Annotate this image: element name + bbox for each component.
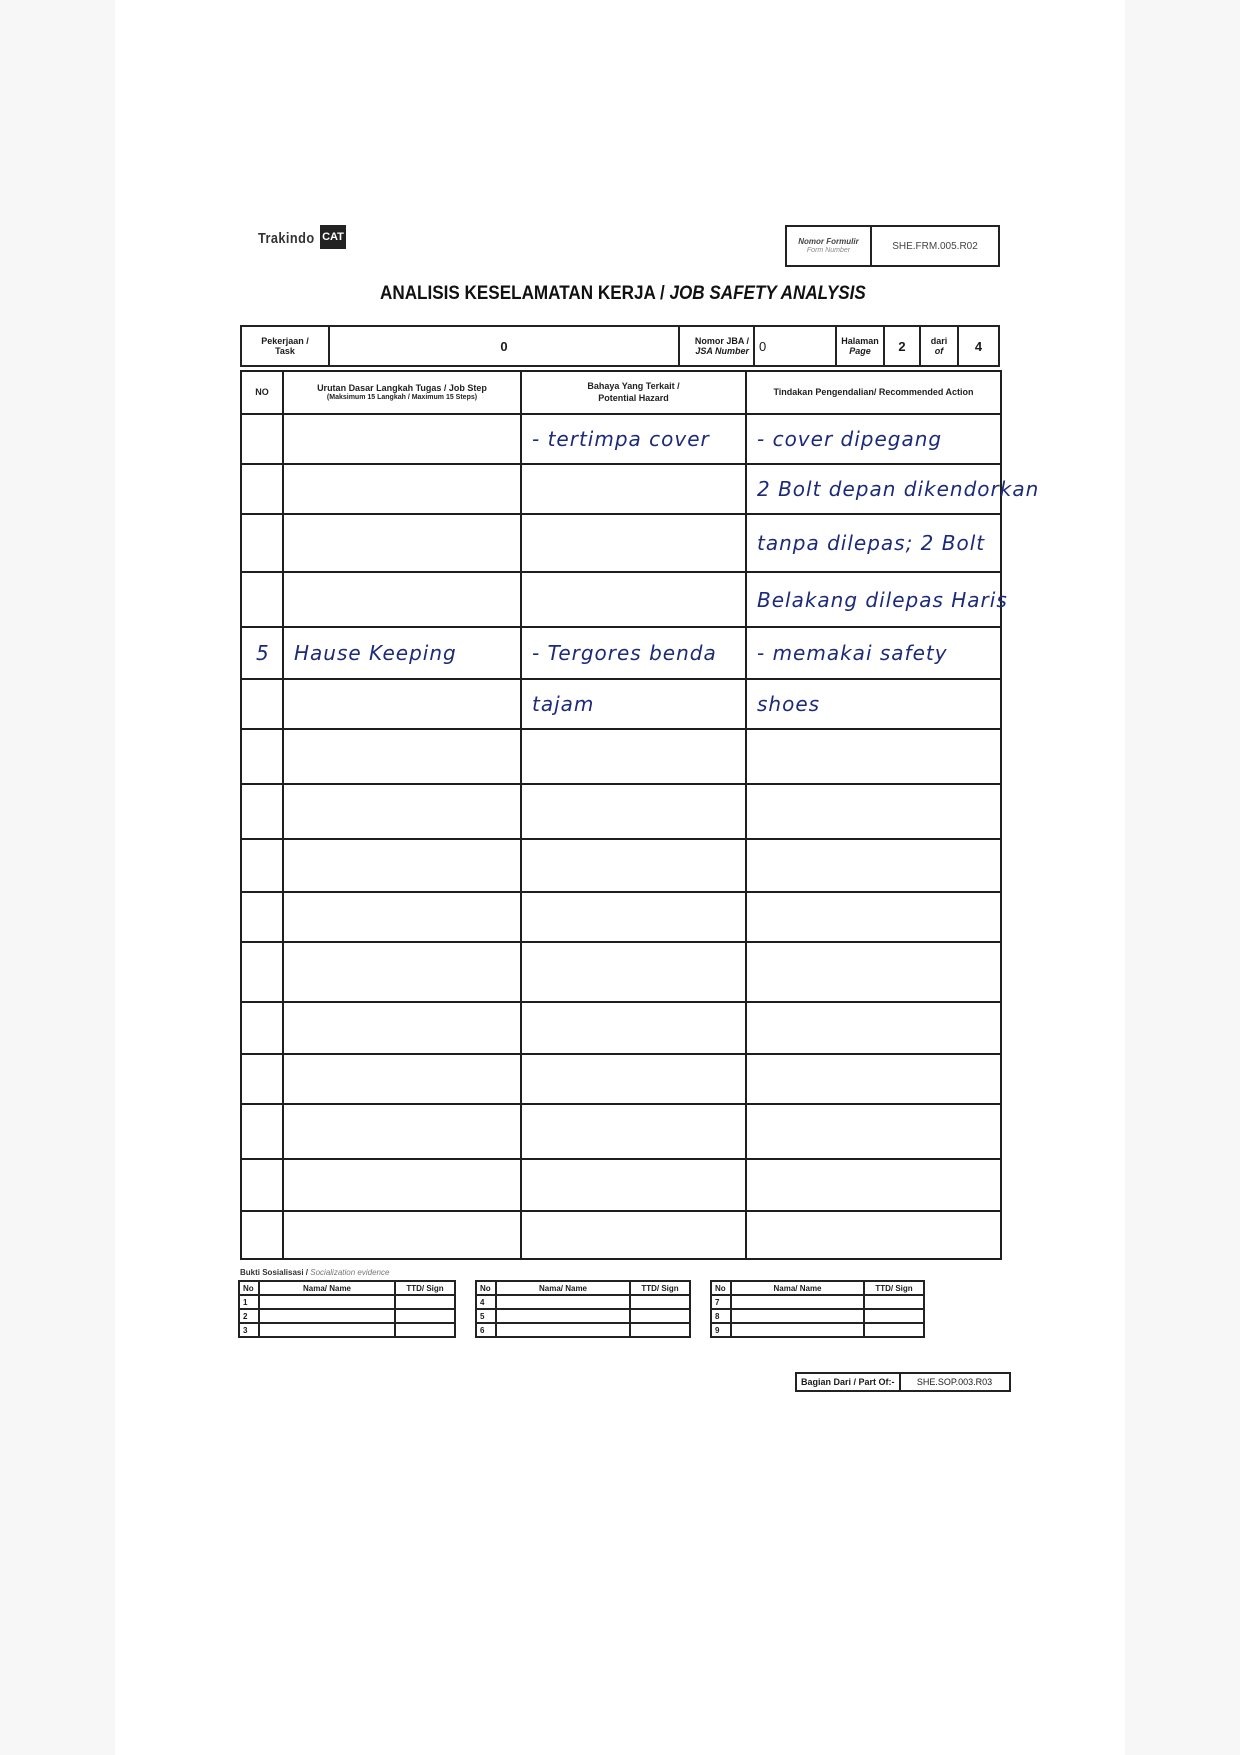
action-cell[interactable]: [746, 1159, 1001, 1211]
hazard-cell[interactable]: [521, 464, 746, 514]
handwritten-text: [522, 477, 532, 501]
name-field[interactable]: [496, 1323, 630, 1337]
step-number-cell[interactable]: [241, 679, 283, 729]
handwritten-text: 5: [256, 641, 270, 665]
part-of-value: SHE.SOP.003.R03: [916, 1377, 993, 1387]
handwritten-text: [522, 588, 532, 612]
handwritten-text: [747, 1067, 757, 1091]
handwritten-text: - Tergores benda: [532, 641, 717, 665]
handwritten-text: [284, 745, 294, 769]
table-header-row: [241, 371, 1001, 414]
name-field[interactable]: [731, 1295, 864, 1309]
part-of-box: [795, 1372, 1011, 1392]
signature-row: 7: [711, 1295, 924, 1309]
action-cell[interactable]: [746, 1002, 1001, 1054]
hazard-cell[interactable]: [521, 627, 746, 679]
table-row: [241, 627, 1001, 679]
action-cell[interactable]: [746, 1104, 1001, 1159]
step-number-cell[interactable]: [241, 514, 283, 572]
job-step-cell[interactable]: [283, 1054, 521, 1104]
col-header-hazard: [521, 371, 746, 414]
handwritten-text: [747, 905, 757, 929]
handwritten-text: [242, 800, 256, 824]
page-title: [380, 283, 866, 305]
hazard-cell[interactable]: [521, 784, 746, 839]
task-value[interactable]: 0: [330, 327, 680, 365]
job-step-cell[interactable]: [283, 942, 521, 1002]
handwritten-text: [522, 745, 532, 769]
signature-row: 2: [239, 1309, 455, 1323]
page-label-id: Halaman: [841, 335, 879, 346]
handwritten-text: [284, 477, 294, 501]
handwritten-text: [242, 692, 256, 716]
handwritten-text: 2 Bolt depan dikendorkan: [757, 477, 1040, 501]
sign-col-sign: TTD/ Sign: [395, 1281, 455, 1295]
name-field[interactable]: [731, 1323, 864, 1337]
step-number-cell[interactable]: [241, 892, 283, 942]
hazard-cell[interactable]: [521, 892, 746, 942]
sign-field[interactable]: [395, 1323, 455, 1337]
of-value[interactable]: 4: [974, 338, 983, 354]
table-row: [241, 1002, 1001, 1054]
handwritten-text: - tertimpa cover: [532, 427, 710, 451]
action-cell[interactable]: [746, 942, 1001, 1002]
handwritten-text: [284, 1067, 294, 1091]
handwritten-text: - cover dipegang: [757, 427, 943, 451]
step-number-cell[interactable]: [241, 1054, 283, 1104]
job-step-subtitle: (Maksimum 15 Langkah / Maximum 15 Steps): [326, 393, 478, 401]
handwritten-text: [522, 854, 532, 878]
sign-field[interactable]: [630, 1323, 690, 1337]
action-cell[interactable]: [746, 729, 1001, 784]
evidence-label-en: Socialization evidence: [310, 1268, 390, 1277]
handwritten-text: tajam: [532, 692, 595, 716]
step-number-cell[interactable]: [241, 729, 283, 784]
action-cell[interactable]: [746, 1211, 1001, 1259]
step-number-cell[interactable]: [241, 1002, 283, 1054]
handwritten-text: [284, 1223, 294, 1247]
signature-table-3: [710, 1280, 925, 1338]
sign-col-sign: TTD/ Sign: [864, 1281, 924, 1295]
job-step-cell[interactable]: [283, 414, 521, 464]
col-header-no: NO: [241, 371, 283, 414]
form-number-value: SHE.FRM.005.R02: [892, 240, 978, 252]
table-row: [241, 414, 1001, 464]
action-cell[interactable]: [746, 892, 1001, 942]
sign-col-no: No: [476, 1281, 496, 1295]
sign-field[interactable]: [630, 1309, 690, 1323]
sign-col-name: Nama/ Name: [496, 1281, 630, 1295]
handwritten-text: [284, 905, 294, 929]
table-row: [241, 572, 1001, 627]
handwritten-text: [522, 800, 532, 824]
table-row: [241, 514, 1001, 572]
handwritten-text: [242, 745, 256, 769]
handwritten-text: [522, 1067, 532, 1091]
handwritten-text: [284, 427, 294, 451]
of-label-id: dari: [930, 335, 948, 346]
table-row: [241, 679, 1001, 729]
handwritten-text: [747, 1223, 757, 1247]
title-indonesian: ANALISIS KESELAMATAN KERJA /: [380, 283, 670, 304]
signature-table-2: [475, 1280, 691, 1338]
step-number-cell[interactable]: [241, 839, 283, 892]
handwritten-text: [242, 905, 256, 929]
hazard-cell[interactable]: [521, 1002, 746, 1054]
handwritten-text: [242, 1067, 256, 1091]
handwritten-text: Hause Keeping: [294, 641, 457, 665]
table-row: [241, 464, 1001, 514]
handwritten-text: [747, 1173, 757, 1197]
sign-field[interactable]: [864, 1309, 924, 1323]
task-label: [242, 327, 330, 365]
form-number-label: [787, 227, 872, 265]
handwritten-text: [242, 427, 256, 451]
name-field[interactable]: [496, 1295, 630, 1309]
hazard-cell[interactable]: [521, 1211, 746, 1259]
page-label: [837, 327, 885, 365]
hazard-cell[interactable]: [521, 679, 746, 729]
sign-col-no: No: [239, 1281, 259, 1295]
job-step-cell[interactable]: [283, 514, 521, 572]
step-number-cell[interactable]: [241, 942, 283, 1002]
job-step-cell[interactable]: [283, 1002, 521, 1054]
handwritten-text: Belakang dilepas Haris: [757, 587, 1008, 612]
step-number-cell[interactable]: [241, 627, 283, 679]
handwritten-text: [242, 1120, 256, 1144]
sign-field[interactable]: [395, 1309, 455, 1323]
handwritten-text: [284, 531, 294, 555]
col-header-action: Tindakan Pengendalian/ Recommended Action: [746, 371, 1001, 414]
job-step-cell[interactable]: [283, 464, 521, 514]
sign-field[interactable]: [864, 1295, 924, 1309]
handwritten-text: [284, 800, 294, 824]
handwritten-text: [522, 1173, 532, 1197]
action-cell[interactable]: [746, 627, 1001, 679]
handwritten-text: [284, 1120, 294, 1144]
title-english: JOB SAFETY ANALYSIS: [669, 283, 866, 304]
of-label-en: of: [934, 346, 944, 356]
hazard-cell[interactable]: [521, 729, 746, 784]
table-row: [241, 1159, 1001, 1211]
page-value[interactable]: 2: [885, 327, 921, 365]
handwritten-text: [747, 800, 757, 824]
of-label: [921, 327, 959, 365]
table-row: [241, 729, 1001, 784]
task-label-id: Pekerjaan /: [261, 335, 309, 346]
hazard-cell[interactable]: [521, 514, 746, 572]
handwritten-text: [242, 960, 256, 984]
sign-col-no: No: [711, 1281, 731, 1295]
name-field[interactable]: [259, 1323, 395, 1337]
job-step-cell[interactable]: [283, 1211, 521, 1259]
hazard-subtitle: Potential Hazard: [598, 392, 669, 403]
handwritten-text: [747, 1120, 757, 1144]
part-of-label: Bagian Dari / Part Of:-: [797, 1374, 901, 1390]
handwritten-text: [747, 960, 757, 984]
step-number-cell[interactable]: [241, 1104, 283, 1159]
task-label-en: Task: [275, 346, 295, 356]
job-step-cell[interactable]: [283, 627, 521, 679]
page-label-en: Page: [849, 346, 871, 356]
handwritten-text: - memakai safety: [757, 641, 948, 665]
sign-field[interactable]: [864, 1323, 924, 1337]
handwritten-text: [242, 1223, 256, 1247]
table-row: [241, 1054, 1001, 1104]
handwritten-text: [747, 1016, 757, 1040]
signature-row: 5: [476, 1309, 690, 1323]
hazard-cell[interactable]: [521, 572, 746, 627]
handwritten-text: [242, 1016, 256, 1040]
table-row: [241, 942, 1001, 1002]
job-safety-table: [240, 370, 1040, 1260]
step-number-cell[interactable]: [241, 1159, 283, 1211]
table-row: [241, 784, 1001, 839]
handwritten-text: [284, 854, 294, 878]
table-row: [241, 1211, 1001, 1259]
job-step-cell[interactable]: [283, 784, 521, 839]
action-cell[interactable]: [746, 839, 1001, 892]
handwritten-text: tanpa dilepas; 2 Bolt: [757, 531, 986, 555]
handwritten-text: [242, 531, 256, 555]
action-cell[interactable]: [746, 1054, 1001, 1104]
table-row: [241, 839, 1001, 892]
job-step-cell[interactable]: [283, 839, 521, 892]
name-field[interactable]: [731, 1309, 864, 1323]
job-info-row: [240, 325, 1000, 367]
jsa-label-en: JSA Number: [695, 346, 749, 356]
evidence-label-id: Bukti Sosialisasi /: [240, 1268, 311, 1277]
form-number-label-id: Nomor Formulir: [798, 237, 859, 246]
job-step-cell[interactable]: [283, 679, 521, 729]
name-field[interactable]: [259, 1295, 395, 1309]
signature-row: 6: [476, 1323, 690, 1337]
handwritten-text: [242, 1173, 256, 1197]
signature-row: 1: [239, 1295, 455, 1309]
job-step-cell[interactable]: [283, 1104, 521, 1159]
table-row: [241, 1104, 1001, 1159]
sign-field[interactable]: [630, 1295, 690, 1309]
name-field[interactable]: [259, 1309, 395, 1323]
cat-logo-icon: CAT: [320, 225, 346, 249]
handwritten-text: [242, 477, 256, 501]
sign-col-name: Nama/ Name: [259, 1281, 395, 1295]
handwritten-text: [284, 588, 294, 612]
name-field[interactable]: [496, 1309, 630, 1323]
col-header-job-step: [283, 371, 521, 414]
action-cell[interactable]: [746, 784, 1001, 839]
sign-field[interactable]: [395, 1295, 455, 1309]
form-number-box: [785, 225, 1000, 267]
job-step-title: Urutan Dasar Langkah Tugas / Job Step: [317, 382, 487, 393]
sign-col-name: Nama/ Name: [731, 1281, 864, 1295]
action-cell[interactable]: [746, 679, 1001, 729]
handwritten-text: [522, 1016, 532, 1040]
jsa-number-label: [680, 327, 755, 365]
handwritten-text: [242, 588, 256, 612]
hazard-cell[interactable]: [521, 1159, 746, 1211]
action-cell[interactable]: [746, 572, 1008, 627]
handwritten-text: [522, 960, 532, 984]
job-step-cell[interactable]: [283, 892, 521, 942]
socialization-evidence-label: [240, 1268, 389, 1277]
hazard-cell[interactable]: [521, 839, 746, 892]
step-number-cell[interactable]: [241, 1211, 283, 1259]
handwritten-text: [284, 1173, 294, 1197]
hazard-cell[interactable]: [521, 414, 746, 464]
signature-table-1: [238, 1280, 456, 1338]
job-step-cell[interactable]: [283, 729, 521, 784]
step-number-cell[interactable]: [241, 784, 283, 839]
step-number-cell[interactable]: [241, 572, 283, 627]
signature-row: 8: [711, 1309, 924, 1323]
signature-row: 4: [476, 1295, 690, 1309]
signature-row: 3: [239, 1323, 455, 1337]
handwritten-text: [747, 854, 757, 878]
step-number-cell[interactable]: [241, 464, 283, 514]
form-number-label-en: Form Number: [806, 246, 851, 254]
handwritten-text: shoes: [757, 692, 821, 716]
handwritten-text: [522, 531, 532, 555]
hazard-title: Bahaya Yang Terkait /: [587, 381, 680, 392]
action-cell[interactable]: [746, 414, 1001, 464]
job-step-cell[interactable]: [283, 1159, 521, 1211]
handwritten-text: [522, 1223, 532, 1247]
action-cell[interactable]: [746, 514, 1001, 572]
handwritten-text: [242, 854, 256, 878]
jsa-label-id: Nomor JBA /: [694, 335, 749, 346]
handwritten-text: [284, 692, 294, 716]
handwritten-text: [522, 905, 532, 929]
job-step-cell[interactable]: [283, 572, 521, 627]
hazard-cell[interactable]: [521, 1104, 746, 1159]
step-number-cell[interactable]: [241, 414, 283, 464]
signature-row: 9: [711, 1323, 924, 1337]
hazard-cell[interactable]: [521, 942, 746, 1002]
table-row: [241, 892, 1001, 942]
action-cell[interactable]: [746, 464, 1040, 514]
sign-col-sign: TTD/ Sign: [630, 1281, 690, 1295]
handwritten-text: [522, 1120, 532, 1144]
handwritten-text: [284, 960, 294, 984]
handwritten-text: [284, 1016, 294, 1040]
hazard-cell[interactable]: [521, 1054, 746, 1104]
jsa-number-value[interactable]: 0: [755, 327, 837, 365]
company-logo-text: Trakindo: [258, 230, 315, 247]
handwritten-text: [747, 745, 757, 769]
